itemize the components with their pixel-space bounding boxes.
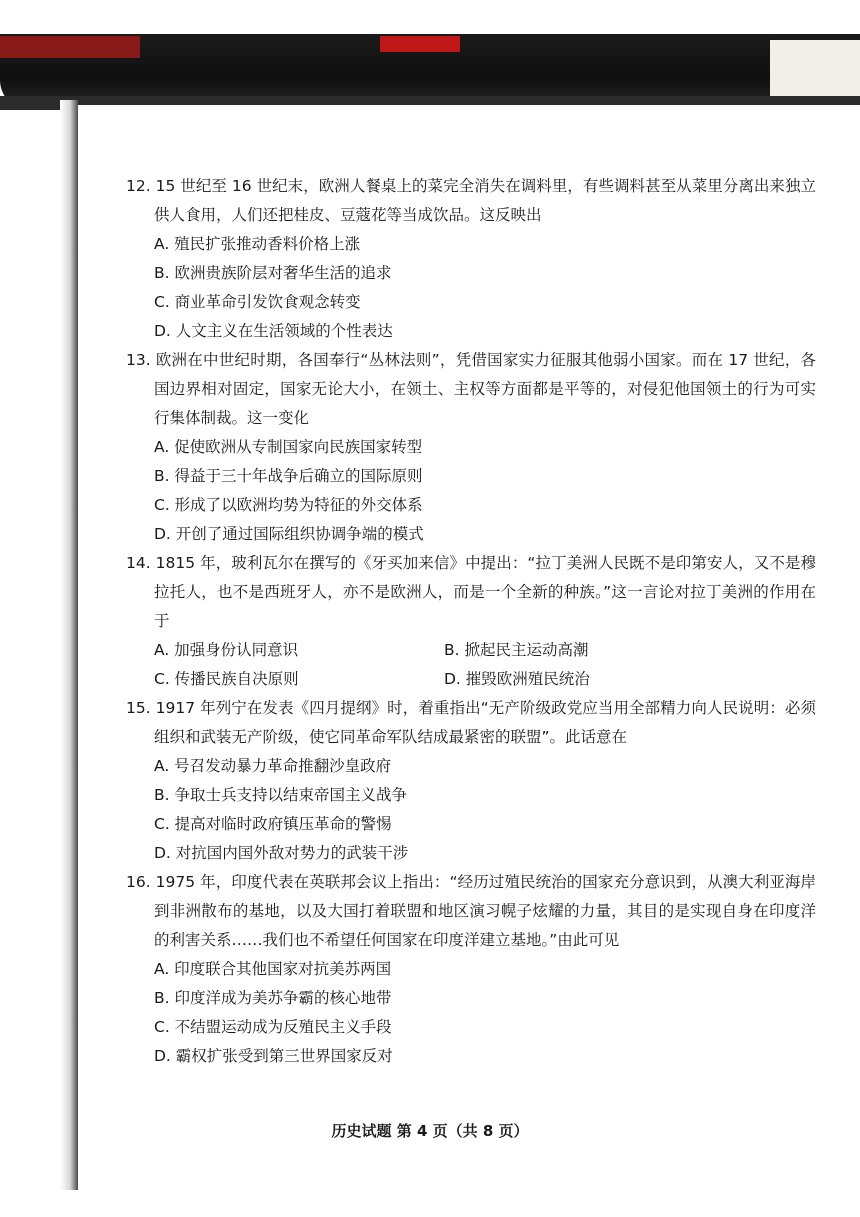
option-d: D. 对抗国内国外敌对势力的武装干涉 <box>154 844 409 862</box>
option-b: B. 争取士兵支持以结束帝国主义战争 <box>154 786 407 804</box>
questions-area <box>126 172 816 1071</box>
question-14 <box>126 549 816 694</box>
red-object-left <box>0 36 140 58</box>
option-b: B. 欧洲贵族阶层对奢华生活的追求 <box>154 264 392 282</box>
question-stem: 16. 1975 年，印度代表在英联邦会议上指出：“经历过殖民统治的国家充分意识到，从澳大利亚海岸到非洲散布的基地，以及大国打着联盟和地区演习幌子炫耀的力量，其目的是实现自身在印度洋的利害关系……我们也不希望任何国家在印度洋建立基地。”由此可见 <box>126 873 816 949</box>
question-13 <box>126 346 816 549</box>
option-d: D. 人文主义在生活领域的个性表达 <box>154 322 393 340</box>
option-c: C. 商业革命引发饮食观念转变 <box>154 293 361 311</box>
question-12 <box>126 172 816 346</box>
photo-background-top <box>0 0 860 110</box>
question-16 <box>126 868 816 1071</box>
option-d: D. 开创了通过国际组织协调争端的模式 <box>154 525 424 543</box>
option-a: A. 促使欧洲从专制国家向民族国家转型 <box>154 438 423 456</box>
question-15 <box>126 694 816 868</box>
page-footer: 历史试题 第 4 页（共 8 页） <box>331 1122 529 1140</box>
option-d: D. 霸权扩张受到第三世界国家反对 <box>154 1047 393 1065</box>
option-c: C. 形成了以欧洲均势为特征的外交体系 <box>154 496 423 514</box>
option-b: B. 得益于三十年战争后确立的国际原则 <box>154 467 423 485</box>
option-c: C. 提高对临时政府镇压革命的警惕 <box>154 815 392 833</box>
option-a: A. 号召发动暴力革命推翻沙皇政府 <box>154 757 392 775</box>
option-row <box>126 636 816 665</box>
option-a: A. 殖民扩张推动香料价格上涨 <box>154 235 361 253</box>
option-c: C. 不结盟运动成为反殖民主义手段 <box>154 1018 392 1036</box>
option-d: D. 摧毁欧洲殖民统治 <box>444 670 590 688</box>
page-edge-shadow <box>60 100 78 1190</box>
red-object-center <box>380 36 460 52</box>
question-stem: 14. 1815 年，玻利瓦尔在撰写的《牙买加来信》中提出：“拉丁美洲人民既不是印第安人，又不是穆拉托人，也不是西班牙人，亦不是欧洲人，而是一个全新的种族。”这一言论对拉丁美洲的作用在于 <box>126 554 816 630</box>
option-c: C. 传播民族自决原则 <box>154 670 299 688</box>
option-b: B. 掀起民主运动高潮 <box>444 641 589 659</box>
question-stem: 13. 欧洲在中世纪时期，各国奉行“丛林法则”，凭借国家实力征服其他弱小国家。而在 17 世纪，各国边界相对固定，国家无论大小，在领土、主权等方面都是平等的，对侵犯他国领土的行为可实行集体制裁。这一变化 <box>126 351 816 427</box>
paper-corner <box>770 40 860 100</box>
question-stem: 15. 1917 年列宁在发表《四月提纲》时，着重指出“无产阶级政党应当用全部精力向人民说明：必须组织和武装无产阶级，使它同革命军队结成最紧密的联盟”。此话意在 <box>126 699 816 746</box>
option-b: B. 印度洋成为美苏争霸的核心地带 <box>154 989 392 1007</box>
option-a: A. 加强身份认同意识 <box>154 641 299 659</box>
question-stem: 12. 15 世纪至 16 世纪末，欧洲人餐桌上的菜完全消失在调料里，有些调料甚至从菜里分离出来独立供人食用，人们还把桂皮、豆蔻花等当成饮品。这反映出 <box>126 177 816 224</box>
option-a: A. 印度联合其他国家对抗美苏两国 <box>154 960 392 978</box>
option-row <box>126 665 816 694</box>
